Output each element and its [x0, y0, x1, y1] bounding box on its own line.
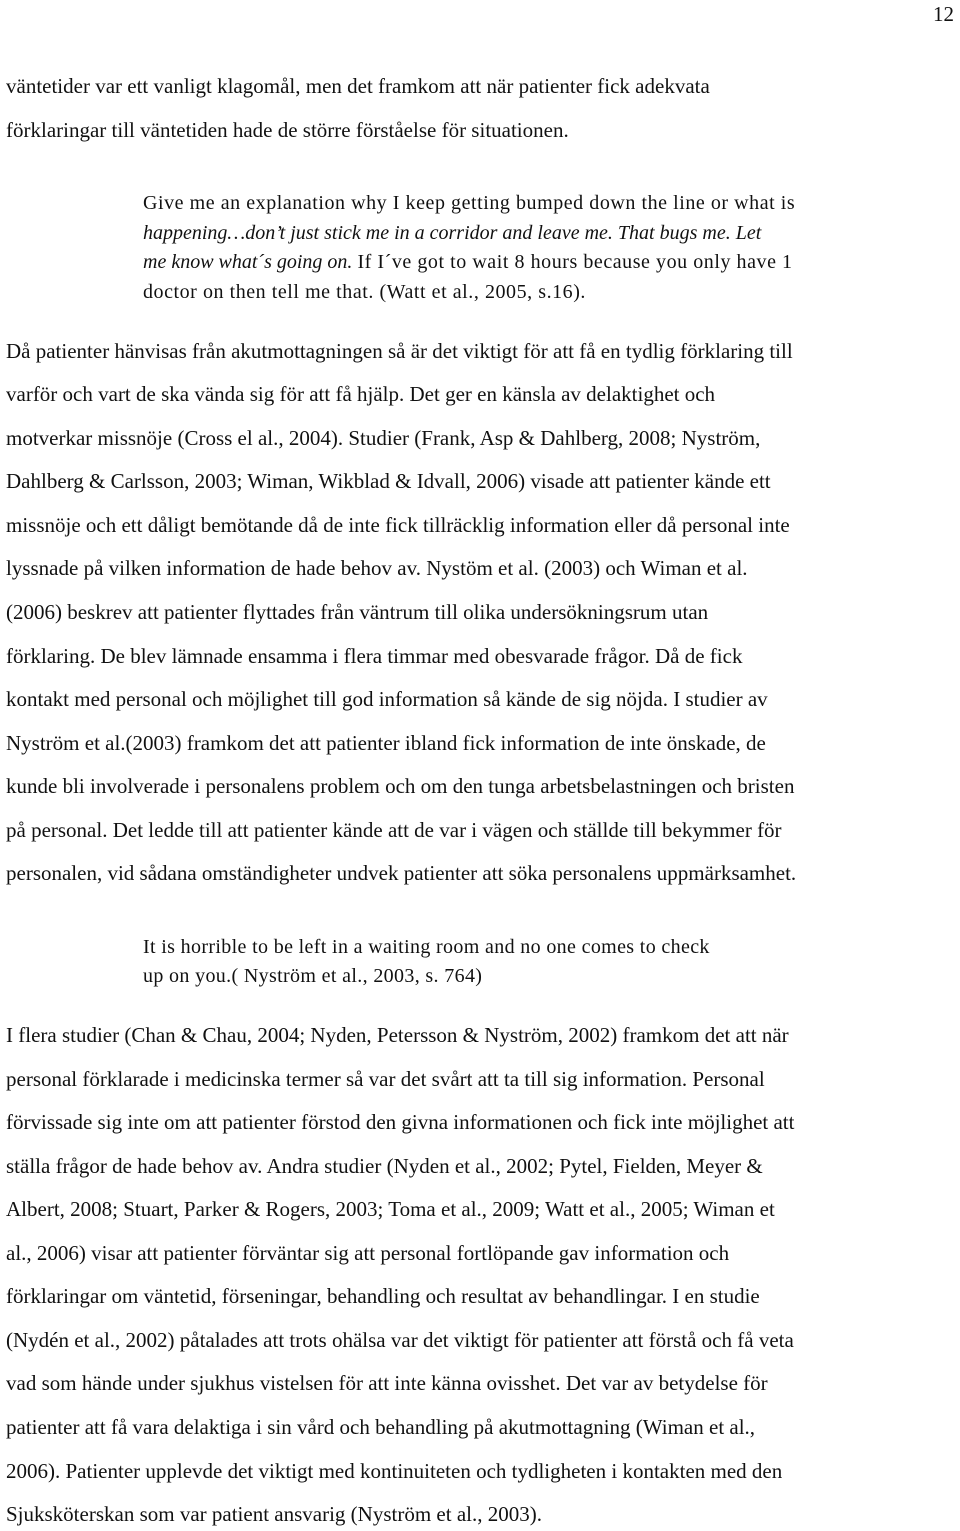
quote1-line: doctor on then tell me that. (Watt et al., 2005, s.16).	[143, 281, 586, 303]
paragraph1-line: personalen, vid sådana omständigheter undvek patienter att söka personalens uppmärksamhet.	[6, 861, 797, 885]
paragraph1-line: Dahlberg & Carlsson, 2003; Wiman, Wikblad & Idvall, 2006) visade att patienter kände ett	[6, 469, 771, 493]
quote1-line	[143, 249, 793, 275]
paragraph1-line: Då patienter hänvisas från akutmottagningen så är det viktigt för att få en tydlig förklaring till	[6, 339, 793, 363]
paragraph1-line: (2006) beskrev att patienter flyttades från väntrum till olika undersökningsrum utan	[6, 600, 709, 624]
paragraph1-line: kontakt med personal och möjlighet till god information så kände de sig nöjda. I studier av	[6, 687, 768, 711]
quote1-line-italic	[143, 220, 761, 246]
paragraph2-line: Sjuksköterskan som var patient ansvarig (Nyström et al., 2003).	[6, 1502, 542, 1526]
paragraph1-line: på personal. Det ledde till att patienter kände att de var i vägen och ställde till bekymmer för	[6, 818, 782, 842]
paragraph1-line: missnöje och ett dåligt bemötande då de inte fick tillräcklig information eller då personal inte	[6, 513, 790, 537]
paragraph1-line: kunde bli involverade i personalens problem och om den tunga arbetsbelastningen och bristen	[6, 774, 795, 798]
paragraph2-line: patienter att få vara delaktiga i sin vård och behandling på akutmottagning (Wiman et al.,	[6, 1415, 756, 1439]
paragraph2-line: al., 2006) visar att patienter förväntar sig att personal fortlöpande gav information och	[6, 1241, 730, 1265]
paragraph1-line: Nyström et al.(2003) framkom det att patienter ibland fick information de inte önskade, de	[6, 731, 766, 755]
paragraph2-line: förklaringar om väntetid, förseningar, behandling och resultat av behandlingar. I en studie	[6, 1284, 760, 1308]
paragraph2-line: vad som hände under sjukhus vistelsen för att inte känna ovisshet. Det var av betydelse för	[6, 1371, 768, 1395]
quote1-italic-text: me know what´s going on.	[143, 251, 358, 273]
paragraph2-line: (Nydén et al., 2002) påtalades att trots ohälsa var det viktigt för patienter att förstå och få veta	[6, 1328, 794, 1352]
paragraph2-line: förvissade sig inte om att patienter förstod den givna informationen och fick inte möjlighet att	[6, 1110, 795, 1134]
paragraph1-line: motverkar missnöje (Cross el al., 2004). Studier (Frank, Asp & Dahlberg, 2008; Nyström,	[6, 426, 761, 450]
quote1-text: If I´ve got to wait 8 hours because you only have 1	[357, 251, 793, 273]
paragraph2-line: 2006). Patienter upplevde det viktigt med kontinuiteten och tydligheten i kontakten med den	[6, 1459, 783, 1483]
page-number: 12	[933, 2, 954, 26]
intro-line: väntetider var ett vanligt klagomål, men det framkom att när patienter fick adekvata	[6, 74, 710, 98]
quote1-line: Give me an explanation why I keep getting bumped down the line or what is	[143, 192, 796, 214]
quote1-italic-text: happening…don’t just stick me in a corridor and leave me. That bugs me. Let	[143, 222, 762, 244]
paragraph2-line: Albert, 2008; Stuart, Parker & Rogers, 2003; Toma et al., 2009; Watt et al., 2005; Wiman et	[6, 1197, 775, 1221]
paragraph2-line: I flera studier (Chan & Chau, 2004; Nyden, Petersson & Nyström, 2002) framkom det att när	[6, 1023, 789, 1047]
paragraph1-line: förklaring. De blev lämnade ensamma i flera timmar med obesvarade frågor. Då de fick	[6, 644, 743, 668]
paragraph2-line: personal förklarade i medicinska termer så var det svårt att ta till sig information. Personal	[6, 1067, 765, 1091]
paragraph2-line: ställa frågor de hade behov av. Andra studier (Nyden et al., 2002; Pytel, Fielden, Meyer &	[6, 1154, 763, 1178]
paragraph1-line: varför och vart de ska vända sig för att få hjälp. Det ger en känsla av delaktighet och	[6, 382, 716, 406]
quote2-line: It is horrible to be left in a waiting room and no one comes to check	[143, 936, 710, 958]
intro-line: förklaringar till väntetiden hade de större förståelse för situationen.	[6, 118, 569, 142]
paragraph1-line: lyssnade på vilken information de hade behov av. Nystöm et al. (2003) och Wiman et al.	[6, 556, 748, 580]
quote2-line: up on you.( Nyström et al., 2003, s. 764)	[143, 965, 483, 987]
